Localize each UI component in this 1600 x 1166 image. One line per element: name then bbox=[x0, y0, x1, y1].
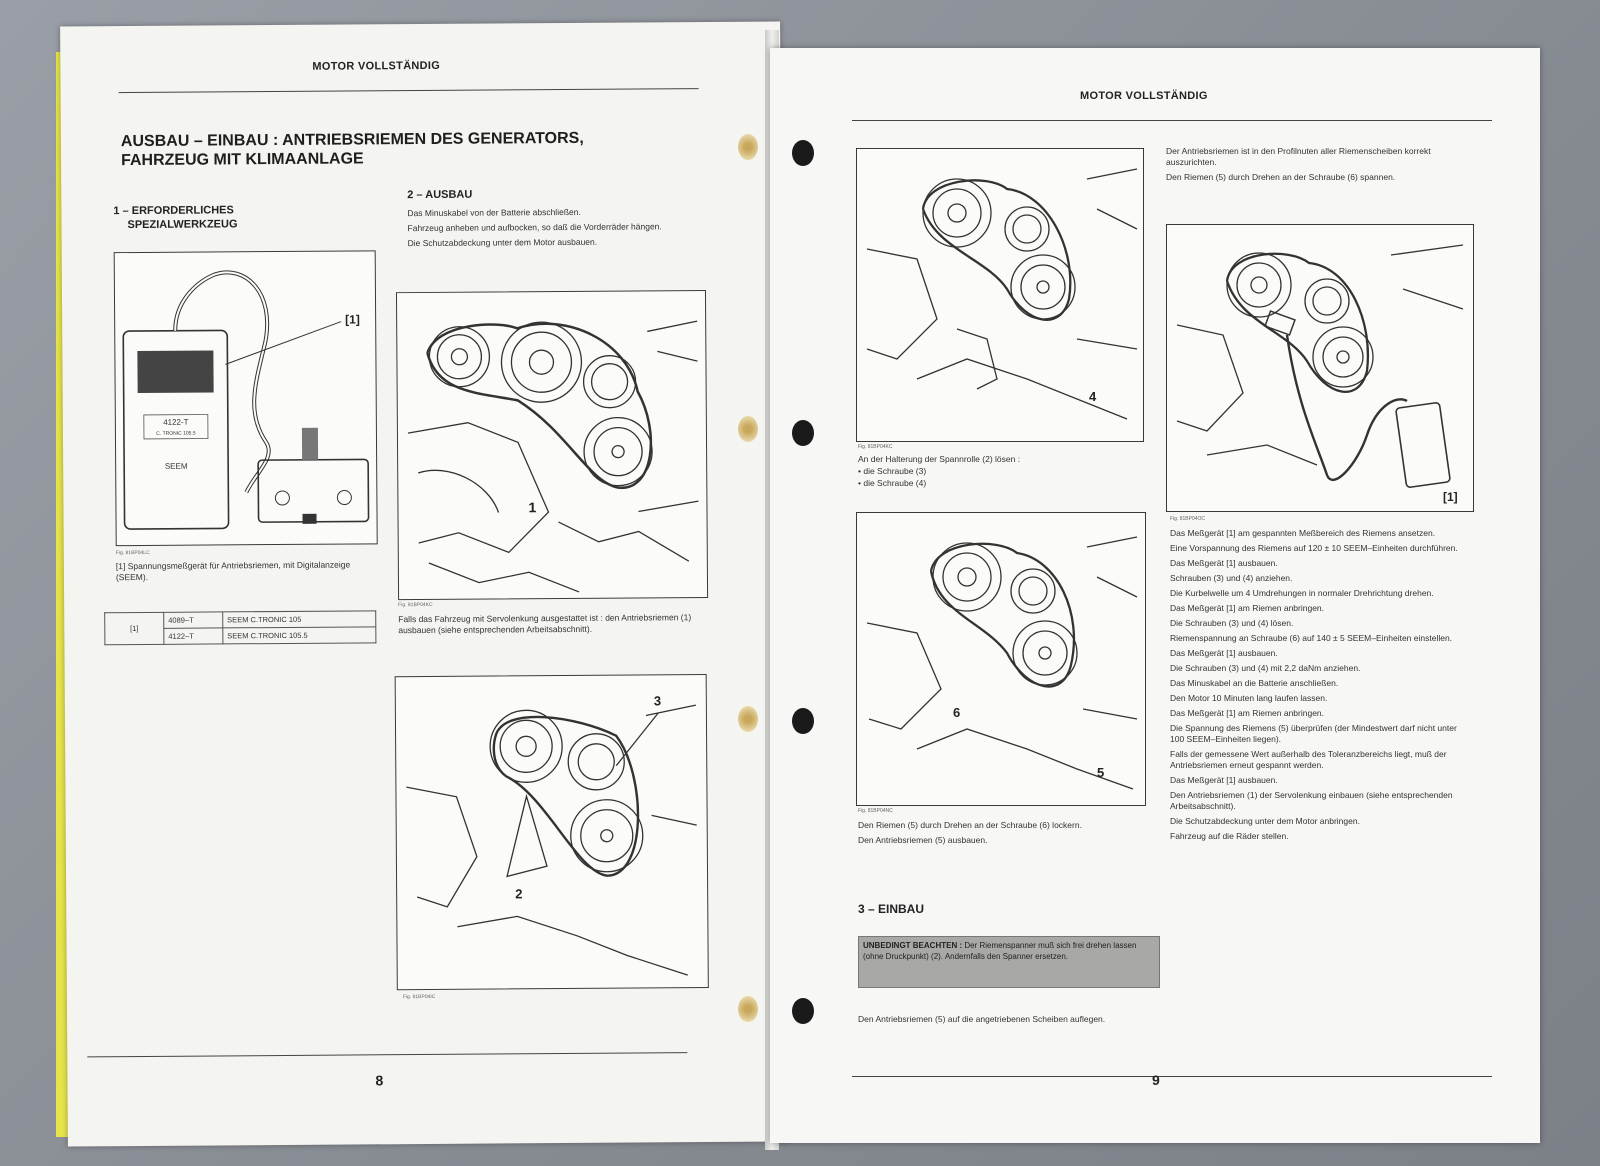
step: Den Antriebsriemen (1) der Servolenkung einbauen (siehe entsprechenden Arbeitsabschnitt). bbox=[1170, 790, 1453, 811]
section-2-heading: 2 – AUSBAU bbox=[407, 188, 473, 202]
section-2-text bbox=[407, 206, 703, 253]
section-1-heading bbox=[113, 203, 237, 232]
engine-figure-4 bbox=[856, 148, 1144, 442]
punch-hole bbox=[792, 140, 814, 166]
riemen-text bbox=[858, 820, 1158, 850]
step: Die Schrauben (3) und (4) lösen. bbox=[1170, 618, 1294, 628]
step: Fahrzeug auf die Räder stellen. bbox=[1170, 831, 1289, 841]
step: Die Spannung des Riemens (5) überprüfen (der Mindestwert darf nicht unter 100 SEEM–Einheiten liegen). bbox=[1170, 723, 1457, 744]
paragraph: Das Minuskabel von der Batterie abschließen. bbox=[407, 206, 581, 219]
fig-caption-1: Fig. 81BP04LC bbox=[115, 549, 150, 557]
punch-hole bbox=[738, 416, 758, 442]
right-footer-rule bbox=[852, 1076, 1492, 1077]
tool-callout: [1] bbox=[345, 312, 360, 327]
engine-figure-5 bbox=[856, 512, 1146, 806]
fig-caption-2: Fig. 81BP04KC bbox=[398, 601, 433, 609]
step: Schrauben (3) und (4) anziehen. bbox=[1170, 573, 1293, 583]
page-number-right: 9 bbox=[1152, 1072, 1160, 1088]
tool-name: SEEM C.TRONIC 105.5 bbox=[223, 627, 376, 644]
right-header-rule bbox=[852, 120, 1492, 121]
paragraph: Den Riemen (5) durch Drehen an der Schraube (6) lockern. bbox=[858, 820, 1082, 830]
left-page bbox=[60, 22, 788, 1147]
tool-description: [1] Spannungsmeßgerät für Antriebsriemen, mit Digitalanzeige (SEEM). bbox=[115, 559, 351, 583]
fig3-callout-a: 3 bbox=[653, 693, 662, 709]
fig3-callout-b: 2 bbox=[515, 886, 523, 902]
fig-caption-5: Fig. 81BP04NC bbox=[858, 808, 893, 814]
engine-figure-6 bbox=[1166, 224, 1474, 512]
tool-code: 4122–T bbox=[164, 628, 223, 644]
step: Das Meßgerät [1] am gespannten Meßbereich des Riemens ansetzen. bbox=[1170, 528, 1436, 538]
page-number-left: 8 bbox=[375, 1072, 384, 1089]
punch-hole bbox=[792, 420, 814, 446]
step: Das Meßgerät [1] ausbauen. bbox=[1170, 558, 1278, 568]
tool-label-1: 4122-T bbox=[163, 417, 189, 427]
left-footer-rule bbox=[87, 1052, 687, 1057]
right-page-header: MOTOR VOLLSTÄNDIG bbox=[1080, 90, 1208, 102]
fig5-callout-b: 5 bbox=[1097, 765, 1105, 780]
section-1-line-1: 1 – ERFORDERLICHES bbox=[113, 204, 234, 218]
tool-figure bbox=[114, 250, 378, 546]
paragraph: Die Schutzabdeckung unter dem Motor ausbauen. bbox=[407, 236, 598, 249]
paragraph: Der Antriebsriemen ist in den Profilnuten aller Riemenscheiben korrekt auszurichten. bbox=[1166, 146, 1431, 167]
halterung-text bbox=[858, 454, 1144, 493]
fig-caption-3: Fig. 81BP04IC bbox=[402, 993, 436, 1001]
step: Das Meßgerät [1] ausbauen. bbox=[1170, 648, 1278, 658]
paragraph: • die Schraube (4) bbox=[858, 478, 927, 488]
step: Die Schrauben (3) und (4) mit 2,2 daNm anziehen. bbox=[1170, 663, 1361, 673]
step: Falls der gemessene Wert außerhalb des Toleranzbereichs liegt, muß der Antriebsriemen erneut gespannt werden. bbox=[1170, 749, 1447, 770]
punch-hole bbox=[792, 998, 814, 1024]
engine-figure-2 bbox=[396, 290, 708, 600]
fig6-callout: [1] bbox=[1443, 490, 1458, 504]
important-note bbox=[858, 936, 1160, 988]
servolenkung-note: Falls das Fahrzeug mit Servolenkung ausgestattet ist : den Antriebsriemen (1) ausbauen (siehe entsprechenden Arbeitsabschnitt). bbox=[398, 612, 692, 636]
step: Die Kurbelwelle um 4 Umdrehungen in normaler Drehrichtung drehen. bbox=[1170, 588, 1434, 598]
fig4-callout: 4 bbox=[1089, 389, 1097, 404]
title-line-2: FAHRZEUG MIT KLIMAANLAGE bbox=[120, 150, 364, 170]
tool-code: 4089–T bbox=[164, 612, 223, 628]
fig-caption-6: Fig. 81BP04OC bbox=[1170, 516, 1206, 522]
step: Eine Vorspannung des Riemens auf 120 ± 10 SEEM–Einheiten durchführen. bbox=[1170, 543, 1458, 553]
punch-hole bbox=[792, 708, 814, 734]
right-page bbox=[770, 48, 1540, 1143]
paragraph: • die Schraube (3) bbox=[858, 466, 927, 476]
step: Riemenspannung an Schraube (6) auf 140 ± 5 SEEM–Einheiten einstellen. bbox=[1170, 633, 1453, 643]
punch-hole bbox=[738, 706, 758, 732]
step: Den Motor 10 Minuten lang laufen lassen. bbox=[1170, 693, 1328, 703]
paragraph: An der Halterung der Spannrolle (2) lösen : bbox=[858, 454, 1021, 464]
engine-figure-3 bbox=[395, 674, 709, 990]
punch-hole bbox=[738, 996, 758, 1022]
fig5-callout-a: 6 bbox=[953, 705, 961, 720]
tool-label-2: C. TRONIC 105.5 bbox=[156, 430, 196, 437]
step: Die Schutzabdeckung unter dem Motor anbringen. bbox=[1170, 816, 1360, 826]
fig2-callout: 1 bbox=[528, 499, 537, 516]
step: Das Meßgerät [1] am Riemen anbringen. bbox=[1170, 708, 1325, 718]
step: Das Minuskabel an die Batterie anschließen. bbox=[1170, 678, 1339, 688]
title-line-1: AUSBAU – EINBAU : ANTRIEBSRIEMEN DES GENERATORS, bbox=[120, 129, 584, 151]
column-2-top bbox=[1166, 146, 1466, 187]
left-header-rule bbox=[119, 88, 699, 93]
column-2-steps bbox=[1170, 528, 1470, 846]
tool-name: SEEM C.TRONIC 105 bbox=[223, 611, 376, 628]
left-page-header: MOTOR VOLLSTÄNDIG bbox=[312, 59, 441, 73]
fig-caption-4: Fig. 81BP04KC bbox=[858, 444, 893, 450]
tool-label-3: SEEM bbox=[164, 461, 188, 471]
section-3-heading: 3 – EINBAU bbox=[858, 902, 925, 916]
paragraph: Den Riemen (5) durch Drehen an der Schraube (6) spannen. bbox=[1166, 172, 1396, 182]
tool-table bbox=[104, 610, 376, 645]
section-1-line-2: SPEZIALWERKZEUG bbox=[127, 218, 238, 232]
step: Das Meßgerät [1] ausbauen. bbox=[1170, 775, 1278, 785]
note-label: UNBEDINGT BEACHTEN : bbox=[863, 941, 963, 950]
page-title bbox=[121, 129, 584, 170]
step: Das Meßgerät [1] am Riemen anbringen. bbox=[1170, 603, 1325, 613]
paragraph: Fahrzeug anheben und aufbocken, so daß die Vorderräder hängen. bbox=[407, 221, 662, 234]
table-row bbox=[105, 611, 376, 629]
paragraph: Den Antriebsriemen (5) ausbauen. bbox=[858, 835, 988, 845]
einbau-text: Den Antriebsriemen (5) auf die angetriebenen Scheiben auflegen. bbox=[858, 1014, 1106, 1024]
punch-hole bbox=[738, 134, 758, 160]
tool-ref: [1] bbox=[105, 612, 164, 644]
note-text: Der Riemenspanner muß sich frei drehen lassen (ohne Druckpunkt) (2). Andernfalls den Spanner ersetzen. bbox=[863, 941, 1137, 961]
